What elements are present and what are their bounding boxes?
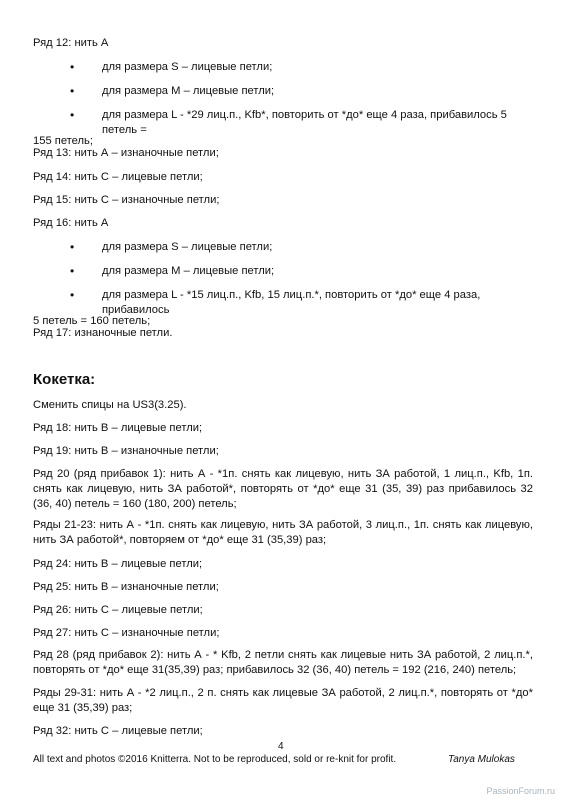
row-12-size-m: для размера M – лицевые петли; (102, 85, 275, 97)
row-16-size-l-line1: для размера L - *15 лиц.п., Kfb, 15 лиц.п.*, повторить от *до* еще 4 раза, прибавилось (102, 289, 481, 316)
row-12-heading: Ряд 12: нить А (33, 37, 109, 49)
row-15: Ряд 15: нить С – изнаночные петли; (33, 194, 220, 206)
row-32: Ряд 32: нить С – лицевые петли; (33, 725, 203, 737)
row-12-size-l-line1: для размера L - *29 лиц.п., Kfb*, повторить от *до* еще 4 раза, прибавилось 5 петель = (102, 109, 507, 136)
author-name: Tanya Mulokas (448, 754, 515, 765)
row-20: Ряд 20 (ряд прибавок 1): нить А - *1п. снять как лицевую, нить ЗА работой, 1 лиц.п., Kfb, 1п. снять как лицевую, нить ЗА работой*, повторять от *до* еще 31 (35, 39) раз прибавилось 32 (36, 40) петель = 160 (180, 200) петель; (33, 468, 533, 510)
rows-29-31: Ряды 29-31: нить А - *2 лиц.п., 2 п. снять как лицевые ЗА работой, 2 лиц.п.*, повторять от *до* еще 31 (35,39) раз; (33, 687, 533, 714)
row-27: Ряд 27: нить С – изнаночные петли; (33, 627, 220, 639)
needles-instruction: Сменить спицы на US3(3.25). (33, 399, 187, 411)
bullet-icon: • (70, 108, 75, 122)
row-13: Ряд 13: нить А – изнаночные петли; (33, 147, 219, 159)
row-12-size-l-line2: 155 петель; (33, 135, 93, 148)
bullet-icon: • (70, 60, 75, 74)
row-16-heading: Ряд 16: нить А (33, 217, 109, 229)
section-title: Кокетка: (33, 371, 96, 388)
rows-21-23: Ряды 21-23: нить А - *1п. снять как лицевую, нить ЗА работой, 3 лиц.п., 1п. снять как лицевую, нить ЗА работой*, повторяем от *до* еще 31 (35,39) раз; (33, 519, 533, 546)
row-17: Ряд 17: изнаночные петли. (33, 327, 173, 339)
bullet-icon: • (70, 288, 75, 302)
row-16-size-s: для размера S – лицевые петли; (102, 241, 273, 253)
row-28: Ряд 28 (ряд прибавок 2): нить А - * Kfb, 2 петли снять как лицевые нить ЗА работой, 2 лиц.п.*, повторять от *до* еще 31(35,39) раз; прибавилось 32 (36, 40) петель = 192 (216, 240) петель; (33, 649, 533, 676)
copyright-notice: All text and photos ©2016 Knitterra. Not to be reproduced, sold or re-knit for profit. (33, 754, 397, 765)
row-24: Ряд 24: нить В – лицевые петли; (33, 558, 203, 570)
bullet-icon: • (70, 240, 75, 254)
bullet-icon: • (70, 84, 75, 98)
watermark: PassionForum.ru (486, 786, 555, 796)
row-25: Ряд 25: нить В – изнаночные петли; (33, 581, 219, 593)
row-18: Ряд 18: нить В – лицевые петли; (33, 422, 203, 434)
bullet-icon: • (70, 264, 75, 278)
row-26: Ряд 26: нить С – лицевые петли; (33, 604, 203, 616)
row-16-size-m: для размера M – лицевые петли; (102, 265, 275, 277)
page-number: 4 (278, 741, 284, 752)
row-16-size-l-line2: 5 петель = 160 петель; (33, 315, 151, 328)
row-14: Ряд 14: нить С – лицевые петли; (33, 171, 203, 183)
row-12-size-s: для размера S – лицевые петли; (102, 61, 273, 73)
row-19: Ряд 19: нить В – изнаночные петли; (33, 445, 219, 457)
